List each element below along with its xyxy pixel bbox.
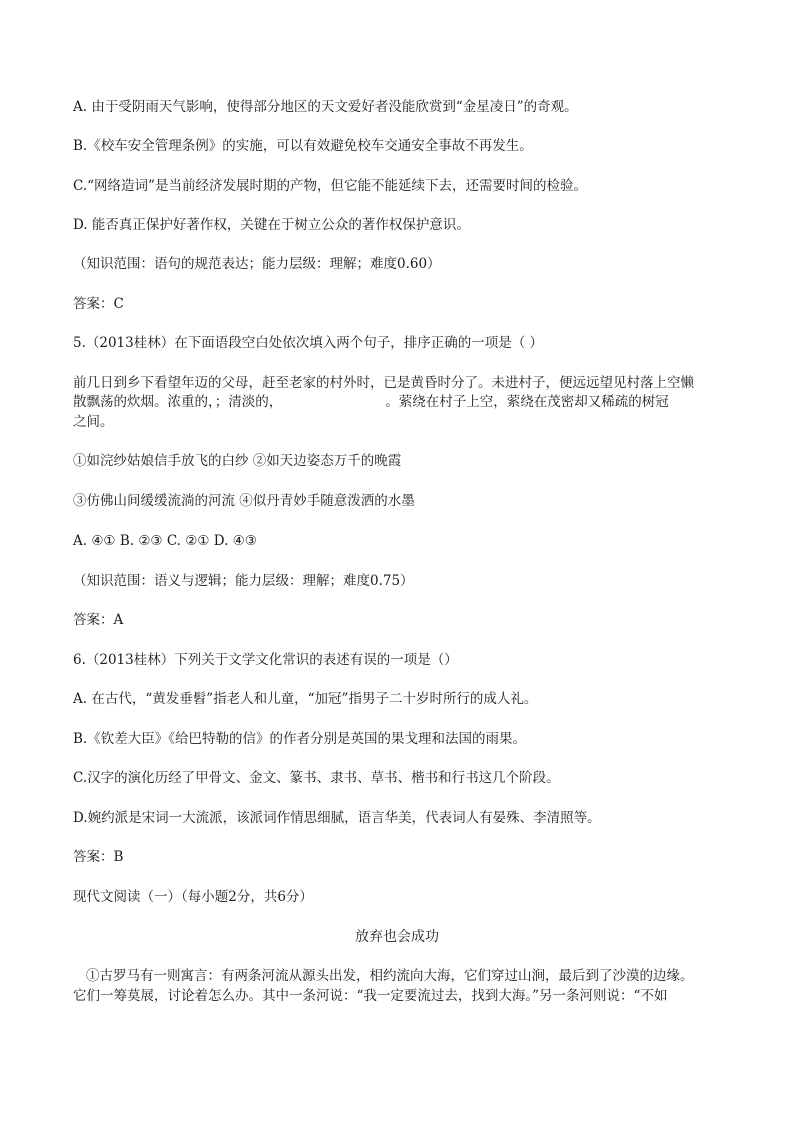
q6-question: 6.（2013桂林）下列关于文学文化常识的表述有误的一项是（） [73,652,458,668]
q5-choices-line-2: ③仿佛山间缓缓流淌的河流 ④似丹青妙手随意泼洒的水墨 [73,493,415,509]
q5-answer: 答案：A [73,612,124,628]
q4-meta: （知识范围：语句的规范表达；能力层级：理解；难度0.60） [73,256,441,272]
q4-answer: 答案：C [73,296,124,312]
q6-option-c: C.汉字的演化历经了甲骨文、金文、篆书、隶书、草书、楷书和行书这几个阶段。 [73,770,560,786]
q5-choices-line-1: ①如浣纱姑娘信手放飞的白纱 ②如天边姿态万千的晚霞 [73,453,402,469]
reading-paragraph-1-line-1: ①古罗马有一则寓言：有两条河流从源头出发，相约流向大海，它们穿过山涧，最后到了沙漠的边缘。 [86,968,694,984]
q4-option-a: A. 由于受阴雨天气影响，使得部分地区的天文爱好者没能欣赏到“金星凌日”的奇观。 [73,99,578,115]
reading-section-heading: 现代文阅读（一）（每小题2分，共6分） [73,889,313,905]
q4-option-d: D. 能否真正保护好著作权，关键在于树立公众的著作权保护意识。 [73,217,470,233]
q5-options: A. ④① B. ②③ C. ②① D. ④③ [73,533,257,549]
q5-passage-line-3: 之间。 [73,414,114,430]
q5-meta: （知识范围：语义与逻辑；能力层级：理解；难度0.75） [73,573,414,589]
q5-passage-line-2: 散飘荡的炊烟。浓重的，；清淡的， 。萦绕在村子上空，萦绕在茂密却又稀疏的树冠 [73,394,669,410]
reading-title: 放弃也会成功 [355,929,439,945]
q4-option-c: C.“网络造词”是当前经济发展时期的产物，但它能不能延续下去，还需要时间的检验。 [73,178,587,194]
reading-paragraph-1-line-2: 它们一筹莫展，讨论着怎么办。其中一条河说：“我一定要流过去，找到大海。”另一条河则说：“不如 [73,988,668,1004]
q6-answer: 答案：B [73,849,124,865]
q5-question: 5.（2013桂林）在下面语段空白处依次填入两个句子，排序正确的一项是（ ） [73,335,544,351]
q6-option-d: D.婉约派是宋词一大流派，该派词作情思细腻，语言华美，代表词人有晏殊、李清照等。 [73,810,601,826]
q4-option-b: B.《校车安全管理条例》的实施，可以有效避免校车交通安全事故不再发生。 [73,138,533,154]
q5-passage-line-1: 前几日到乡下看望年迈的父母，赶至老家的村外时，已是黄昏时分了。未进村子，便远远望见村落上空懒 [73,375,694,391]
q6-option-a: A. 在古代，“黄发垂髫”指老人和儿童，“加冠”指男子二十岁时所行的成人礼。 [73,691,538,707]
q6-option-b: B.《钦差大臣》《给巴特勒的信》的作者分别是英国的果戈理和法国的雨果。 [73,731,526,747]
